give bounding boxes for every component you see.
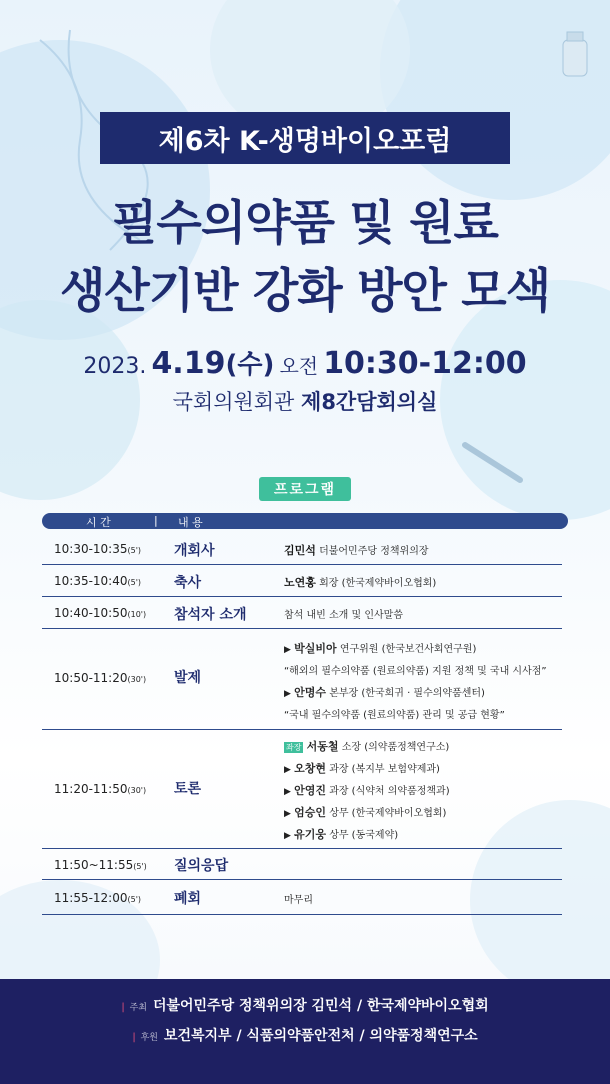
presenter-1: ▶ 박실비아 연구위원 (한국보건사회연구원) bbox=[284, 642, 477, 655]
row-detail: 마무리 bbox=[284, 895, 313, 906]
forum-title-box bbox=[100, 112, 510, 164]
panelist-4: ▶ 유기웅 상무 (동국제약) bbox=[284, 828, 399, 841]
row-detail: 김민석 더불어민주당 정책위의장 bbox=[284, 544, 429, 557]
row-title: 발제 bbox=[174, 670, 202, 686]
program-badge: 프로그램 bbox=[259, 477, 351, 501]
table-row bbox=[42, 730, 562, 849]
date-year: 2023. bbox=[83, 354, 147, 379]
event-venue bbox=[0, 386, 610, 416]
discussion-chair: 좌장 서동철 소장 (의약품정책연구소) bbox=[286, 740, 450, 753]
date-day: 4.19 bbox=[151, 346, 226, 381]
table-row bbox=[42, 849, 562, 880]
panelist-3: ▶ 엄승인 상무 (한국제약바이오협회) bbox=[284, 806, 447, 819]
row-detail: 노연홍 회장 (한국제약바이오협회) bbox=[284, 576, 437, 589]
row-title: 폐회 bbox=[174, 891, 202, 907]
row-time: 10:35-10:40(5') bbox=[54, 574, 142, 588]
event-date bbox=[0, 344, 610, 381]
row-time: 10:30-10:35(5') bbox=[54, 542, 142, 556]
presenter-2: ▶ 안명수 본부장 (한국희귀 · 필수의약품센터) bbox=[284, 686, 485, 699]
panelist-2: ▶ 안영진 과장 (식약처 의약품정책과) bbox=[284, 784, 450, 797]
program-table-header bbox=[42, 513, 568, 529]
date-weekday: (수) bbox=[225, 350, 275, 380]
footer-sponsor: | 후원 보건복지부 / 식품의약품안전처 / 의약품정책연구소 bbox=[132, 1028, 478, 1044]
panelist-1: ▶ 오창현 과장 (복지부 보험약제과) bbox=[284, 762, 440, 775]
date-time: 10:30-12:00 bbox=[323, 346, 527, 381]
row-time: 10:40-10:50(10') bbox=[54, 606, 147, 620]
row-time: 11:50~11:55(5') bbox=[54, 858, 147, 872]
row-title: 질의응답 bbox=[174, 858, 229, 874]
row-time: 10:50-11:20(30') bbox=[54, 671, 147, 685]
col-divider: | bbox=[154, 514, 158, 527]
table-row bbox=[42, 880, 562, 915]
date-ampm: 오전 bbox=[279, 354, 319, 378]
row-title: 참석자 소개 bbox=[174, 607, 247, 623]
footer-host: | 주최 더불어민주당 정책위의장 김민석 / 한국제약바이오협회 bbox=[121, 998, 489, 1014]
main-title-line2: 생산기반 강화 방안 모색 bbox=[59, 264, 551, 319]
row-title: 개회사 bbox=[174, 543, 215, 559]
table-row bbox=[42, 565, 562, 597]
row-title: 토론 bbox=[174, 781, 202, 797]
forum-title: 제6차 K-생명바이오포럼 bbox=[158, 125, 452, 157]
main-title-line1: 필수의약품 및 원료 bbox=[112, 196, 498, 251]
row-detail: 참석 내빈 소개 및 인사말씀 bbox=[284, 610, 403, 621]
table-row bbox=[42, 531, 562, 565]
row-time: 11:55-12:00(5') bbox=[54, 891, 142, 905]
row-title: 축사 bbox=[174, 575, 202, 591]
pill-bottle-icon bbox=[555, 30, 595, 80]
col-content: 내 용 bbox=[178, 516, 203, 529]
venue-room: 제8간담회의실 bbox=[301, 390, 438, 414]
row-time: 11:20-11:50(30') bbox=[54, 782, 147, 796]
venue-building: 국회의원회관 bbox=[172, 390, 295, 414]
dropper-icon bbox=[460, 440, 540, 490]
table-row bbox=[42, 597, 562, 629]
table-row bbox=[42, 629, 562, 730]
presenter-2-topic: “국내 필수의약품 (원료의약품) 관리 및 공급 현황” bbox=[284, 710, 505, 721]
presenter-1-topic: “해외의 필수의약품 (원료의약품) 지원 정책 및 국내 시사점” bbox=[284, 666, 547, 677]
col-time: 시 간 bbox=[86, 516, 111, 529]
footer bbox=[0, 979, 610, 1084]
